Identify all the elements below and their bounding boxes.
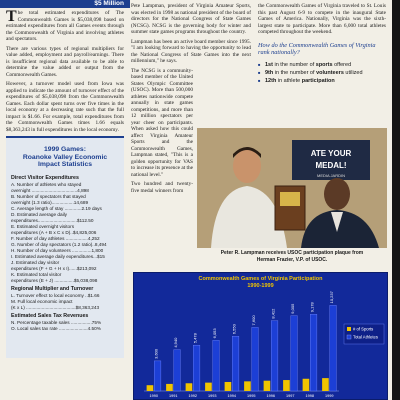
- impact-statistics-sidebar: [6, 136, 124, 358]
- banner-text-1: ATE YOUR: [310, 149, 352, 158]
- stat-row: overnight (1.3 ratio).................14,689: [11, 199, 89, 205]
- data-label: 9,178: [309, 302, 315, 313]
- plaque-emblem: [280, 192, 300, 206]
- data-label: 8,412: [270, 308, 276, 319]
- banner-text-3: MEDIA JARDIN: [316, 173, 346, 178]
- paragraph: Two hundred and twenty-five medal winners from: [131, 181, 193, 194]
- legend-swatch-sports: [347, 327, 351, 331]
- list-item: ■ 9th in the number of volunteers utilized: [265, 69, 386, 77]
- stat-row: H. Number of day volunteers ...............1,800: [11, 247, 104, 253]
- bar-athletes: [330, 305, 337, 391]
- bar-athletes: [310, 314, 317, 391]
- photo-caption: Peter R. Lampman receives USOC participation plaque from Herman Frazier, V.P. of USOC.: [220, 250, 364, 263]
- data-label: 3,600: [153, 348, 159, 359]
- chart-title: Commonwealth Games of Virginia Participation: [198, 276, 323, 282]
- stat-row: O. Local sales tax rate ......................4.50%: [11, 325, 101, 331]
- chart-subtitle: 1990-1999: [247, 283, 274, 289]
- tick-label: 1991: [169, 394, 178, 398]
- bar-athletes: [193, 345, 200, 391]
- tick-label: 1996: [266, 394, 275, 398]
- bar-sports: [303, 379, 310, 391]
- bar-athletes: [154, 361, 161, 391]
- bar-sports: [244, 381, 251, 391]
- legend-swatch-athletes: [347, 335, 351, 339]
- list-item: ■ 1st in the number of sports offered: [265, 61, 386, 69]
- stat-row: expenditures (A + B x C x D)..$4,825,006: [11, 229, 97, 235]
- column-left: [6, 10, 124, 358]
- bar-sports: [186, 383, 193, 391]
- legend-label: Total Athletes: [353, 334, 378, 340]
- bar-sports: [264, 381, 271, 391]
- stat-row: overnight ...................................4,898: [11, 187, 89, 193]
- bar-sports: [225, 382, 232, 391]
- plaque-presentation-photo: [197, 128, 387, 248]
- bar-athletes: [271, 321, 278, 391]
- bar-athletes: [174, 350, 181, 391]
- tick-label: 1995: [247, 394, 256, 398]
- drop-cap: T: [6, 8, 17, 25]
- paragraph: The NCSG is a community-based member of the United States Olympic Committee (USOC). More than 500,000 athletes nationwide compete annually in state games competitions, and more than 12 million spectators per year cheer on participants. When asked how this could affect Virginia Amateur Sports and the Commonwealth Games, Lampman stated, "This is a golden opportunity for VAS to increase its presence at the national level.": [131, 67, 193, 178]
- data-label: 5,478: [192, 333, 198, 344]
- participation-chart: [133, 272, 388, 400]
- stat-row: D. Estimated average daily: [11, 211, 68, 217]
- data-label: 9,005: [290, 303, 296, 314]
- stat-row: E. Estimated overnight visitors: [11, 223, 75, 229]
- column-right: [258, 3, 386, 85]
- ranking-list: [258, 61, 386, 85]
- participation-chart-svg: [134, 273, 388, 400]
- stat-row: expenditures (E + J) ...............$5,038,098: [11, 277, 98, 283]
- stat-row: L. Turnover effect to local economy ..$1.66: [11, 292, 100, 298]
- tick-label: 1997: [286, 394, 295, 398]
- person-left-head: [233, 149, 261, 183]
- list-item: ■ 12th in athlete participation: [265, 77, 386, 85]
- tick-label: 1999: [325, 394, 334, 398]
- bar-sports: [283, 380, 290, 391]
- intro-paragraph: The total estimated expenditures of The Commonwealth Games is $5,038,098 based on estimated expenditures from all Games events through the Commonwealth of Virginia and involving athletes and spectators.: [6, 8, 124, 42]
- stat-row: C. Average length of stay .............2.19 days: [11, 205, 102, 211]
- stat-row: M. Full local economic impact: [11, 298, 73, 304]
- stat-row: (K x L) ......................................$8,363,243: [11, 304, 100, 310]
- data-label: 4,940: [173, 337, 179, 348]
- paragraph: Lampman has been an active board member since 1995. "I am looking forward to having the opportunity to lead the National Congress of State Games into the next millennium," he says.: [131, 38, 251, 64]
- banner-text-2: MEDAL!: [315, 161, 347, 170]
- bar-athletes: [213, 340, 220, 391]
- tick-label: 1993: [208, 394, 217, 398]
- person-right-head: [324, 178, 350, 210]
- data-label: 6,550: [231, 324, 237, 335]
- bar-athletes: [252, 327, 259, 391]
- stat-row: expenditures (F + G + H x I)......$213,092: [11, 265, 97, 271]
- bar-athletes: [291, 316, 298, 391]
- sidebar-section-heading: Direct Visitor Expenditures: [11, 174, 79, 181]
- ranking-question: How do the Commonwealth Games of Virginia rank nationally?: [258, 41, 376, 56]
- stat-row: K. Estimated total visitor: [11, 271, 62, 277]
- section-header: $5 Million: [0, 0, 130, 8]
- stat-row: A. Number of athletes who stayed: [11, 181, 82, 187]
- stat-row: J. Estimated day visitor: [11, 259, 60, 265]
- data-label: 10,237: [329, 291, 335, 304]
- tick-label: 1992: [188, 394, 197, 398]
- sidebar-section-heading: Estimated Sales Tax Revenues: [11, 312, 89, 319]
- stat-row: B. Number of spectators that stayed: [11, 193, 86, 199]
- legend-label: # of Sports: [353, 326, 374, 332]
- paragraph: Pete Lampman, president of Virginia Amateur Sports, was elected in 1998 as national president of the board of directors for the National Congress of State Games (NCSG). NCSG is the governing body for winter and summer state games programs throughout the country.: [131, 3, 251, 35]
- sidebar-title: 1999 Games: Roanoke Valley Economic Impact Statistics: [22, 146, 108, 168]
- tax-rows: [11, 320, 119, 332]
- data-label: 6,053: [212, 328, 218, 339]
- data-label: 7,600: [251, 315, 257, 326]
- stat-row: F. Number of day athletes .................4,252: [11, 235, 100, 241]
- paragraph: However, a turnover model used from Iowa was applied to indicate the amount of turnover effect of the expenditures of $5,038,098 from the Commonwealth Games. Each dollar spent turns over five times in the local economy at a decreasing rate such that the full impact is $1.66. For example, total expenditures from the Commonwealth Games times 1.66 equals $8,363,243 in full expenditures in the local economy.: [6, 81, 124, 133]
- tick-label: 1994: [227, 394, 236, 398]
- photo-illustration: [197, 128, 387, 248]
- bar-sports: [166, 384, 173, 391]
- bar-athletes: [232, 336, 239, 391]
- tick-label: 1990: [149, 394, 158, 398]
- paragraph: the Commonwealth Games of Virginia traveled to St. Louis this past August 6-9 to compete in the inaugural State Games of America. Nationally, Virginia was the sixth-largest state to participate. More than 6,000 total athletes competed throughout the weekend.: [258, 3, 386, 35]
- expenditure-rows: [11, 182, 119, 284]
- stat-row: expenditures..............................$112.50: [11, 217, 94, 223]
- bar-sports: [322, 378, 329, 391]
- tick-label: 1998: [305, 394, 314, 398]
- stat-row: G. Number of day spectators (1.2 ratio)..8,494: [11, 241, 107, 247]
- multiplier-rows: [11, 293, 119, 311]
- sidebar-section-heading: Regional Multiplier and Turnover: [11, 285, 94, 292]
- bar-sports: [147, 385, 154, 391]
- stat-row: I. Estimated average daily expenditures...$15: [11, 253, 105, 259]
- stat-row: N. Percentage taxable sales ................75%: [11, 319, 102, 325]
- bar-sports: [205, 383, 212, 391]
- paragraph: There are various types of regional multipliers for value added, employment and payroll/earnings. There is insufficient regional data available to be able to determine the value added or output from the Commonwealth Games.: [6, 45, 124, 78]
